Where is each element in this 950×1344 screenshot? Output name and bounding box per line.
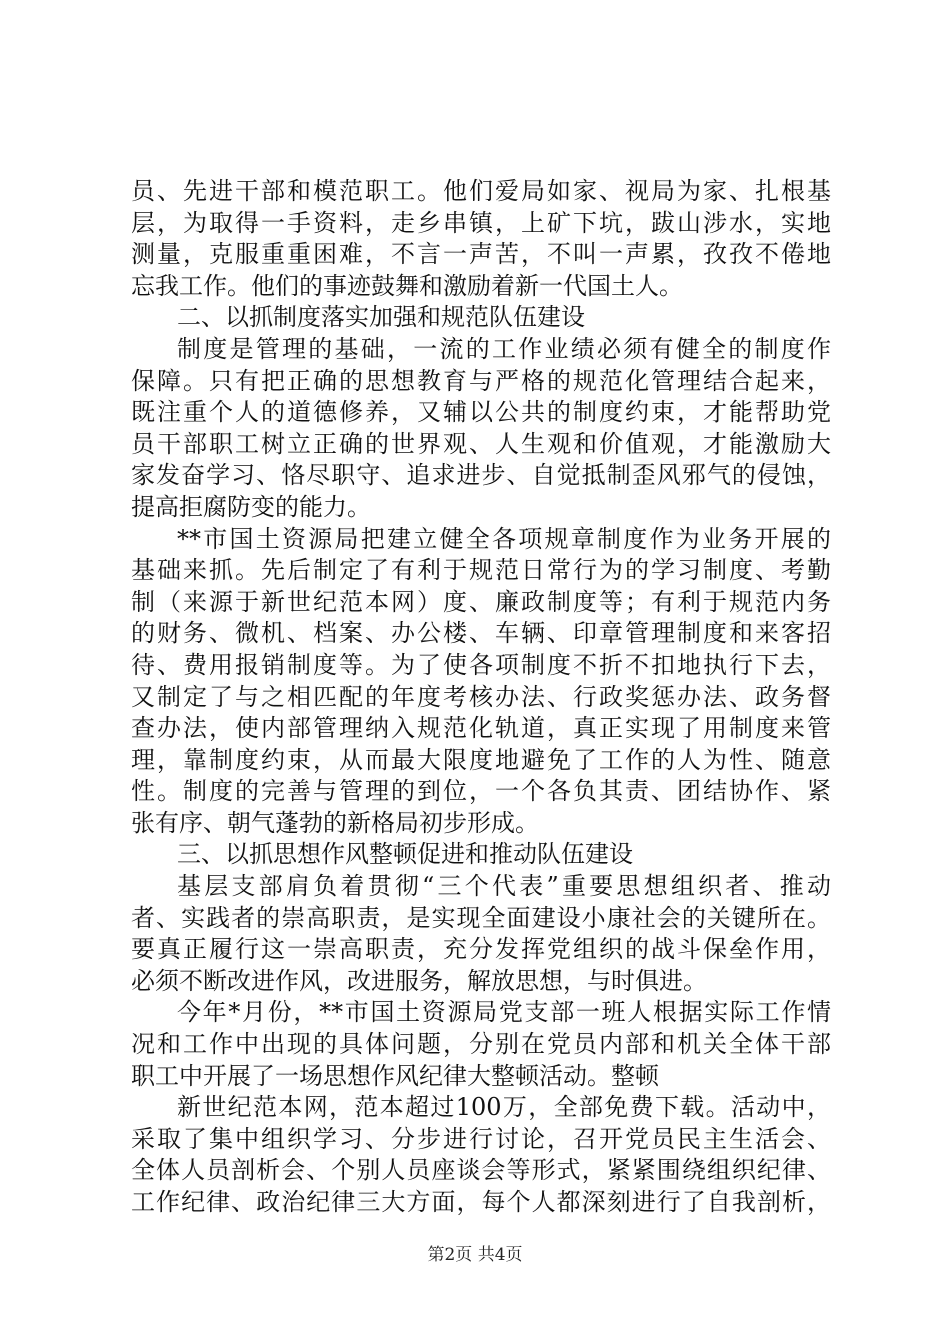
text-line: 测量，克服重重困难，不言一声苦，不叫一声累，孜孜不倦地 — [131, 240, 831, 269]
text-line: 采取了集中组织学习、分步进行讨论，召开党员民主生活会、 — [131, 1124, 831, 1153]
text-line: 忘我工作。他们的事迹鼓舞和激励着新一代国土人。 — [131, 271, 683, 300]
text-line: 待、费用报销制度等。为了使各项制度不折不扣地执行下去， — [131, 650, 831, 679]
text-line: 必须不断改进作风，改进服务，解放思想，与时俱进。 — [131, 966, 707, 995]
text-line: 保障。只有把正确的思想教育与严格的规范化管理结合起来， — [131, 366, 831, 395]
text-line: 新世纪范本网，范本超过100万，全部免费下载。活动中， — [177, 1093, 831, 1122]
text-line: 理，靠制度约束，从而最大限度地避免了工作的人为性、随意 — [131, 745, 831, 774]
text-line: 张有序、朝气蓬勃的新格局初步形成。 — [131, 808, 539, 837]
text-line: 既注重个人的道德修养，又辅以公共的制度约束，才能帮助党 — [131, 398, 831, 427]
text-line: 员干部职工树立正确的世界观、人生观和价值观，才能激励大 — [131, 429, 831, 458]
text-line: 性。制度的完善与管理的到位，一个各负其责、团结协作、紧 — [131, 777, 831, 806]
text-line: 家发奋学习、恪尽职守、追求进步、自觉抵制歪风邪气的侵蚀， — [131, 461, 831, 490]
text-line: 全体人员剖析会、个别人员座谈会等形式，紧紧围绕组织纪律、 — [131, 1156, 831, 1185]
text-line: 况和工作中出现的具体问题，分别在党员内部和机关全体干部 — [131, 1030, 831, 1059]
text-line: 工作纪律、政治纪律三大方面，每个人都深刻进行了自我剖析， — [131, 1188, 831, 1216]
page-number-footer: 第2页 共4页 — [427, 1245, 523, 1265]
text-line: 制（来源于新世纪范本网）度、廉政制度等；有利于规范内务 — [131, 587, 831, 616]
text-line: 今年*月份，**市国土资源局党支部一班人根据实际工作情 — [177, 998, 831, 1027]
section-heading: 二、以抓制度落实加强和规范队伍建设 — [177, 303, 585, 332]
document-body — [131, 176, 831, 1219]
text-line: 基层支部肩负着贯彻“三个代表”重要思想组织者、推动 — [177, 872, 831, 901]
text-line: 者、实践者的崇高职责，是实现全面建设小康社会的关键所在。 — [131, 903, 831, 932]
text-line: 又制定了与之相匹配的年度考核办法、行政奖惩办法、政务督 — [131, 682, 831, 711]
text-line: 提高拒腐防变的能力。 — [131, 492, 371, 521]
text-line: 的财务、微机、档案、办公楼、车辆、印章管理制度和来客招 — [131, 619, 831, 648]
text-line: 层，为取得一手资料，走乡串镇，上矿下坑，跋山涉水，实地 — [131, 208, 831, 237]
text-line: **市国土资源局把建立健全各项规章制度作为业务开展的 — [177, 524, 831, 553]
text-line: 要真正履行这一崇高职责，充分发挥党组织的战斗保垒作用， — [131, 935, 831, 964]
text-line: 基础来抓。先后制定了有利于规范日常行为的学习制度、考勤 — [131, 556, 831, 585]
text-line: 查办法，使内部管理纳入规范化轨道，真正实现了用制度来管 — [131, 714, 831, 743]
text-line: 员、先进干部和模范职工。他们爱局如家、视局为家、扎根基 — [131, 177, 831, 205]
text-line: 制度是管理的基础，一流的工作业绩必须有健全的制度作 — [177, 334, 831, 363]
section-heading: 三、以抓思想作风整顿促进和推动队伍建设 — [177, 840, 633, 869]
text-line: 职工中开展了一场思想作风纪律大整顿活动。整顿 — [131, 1061, 659, 1090]
